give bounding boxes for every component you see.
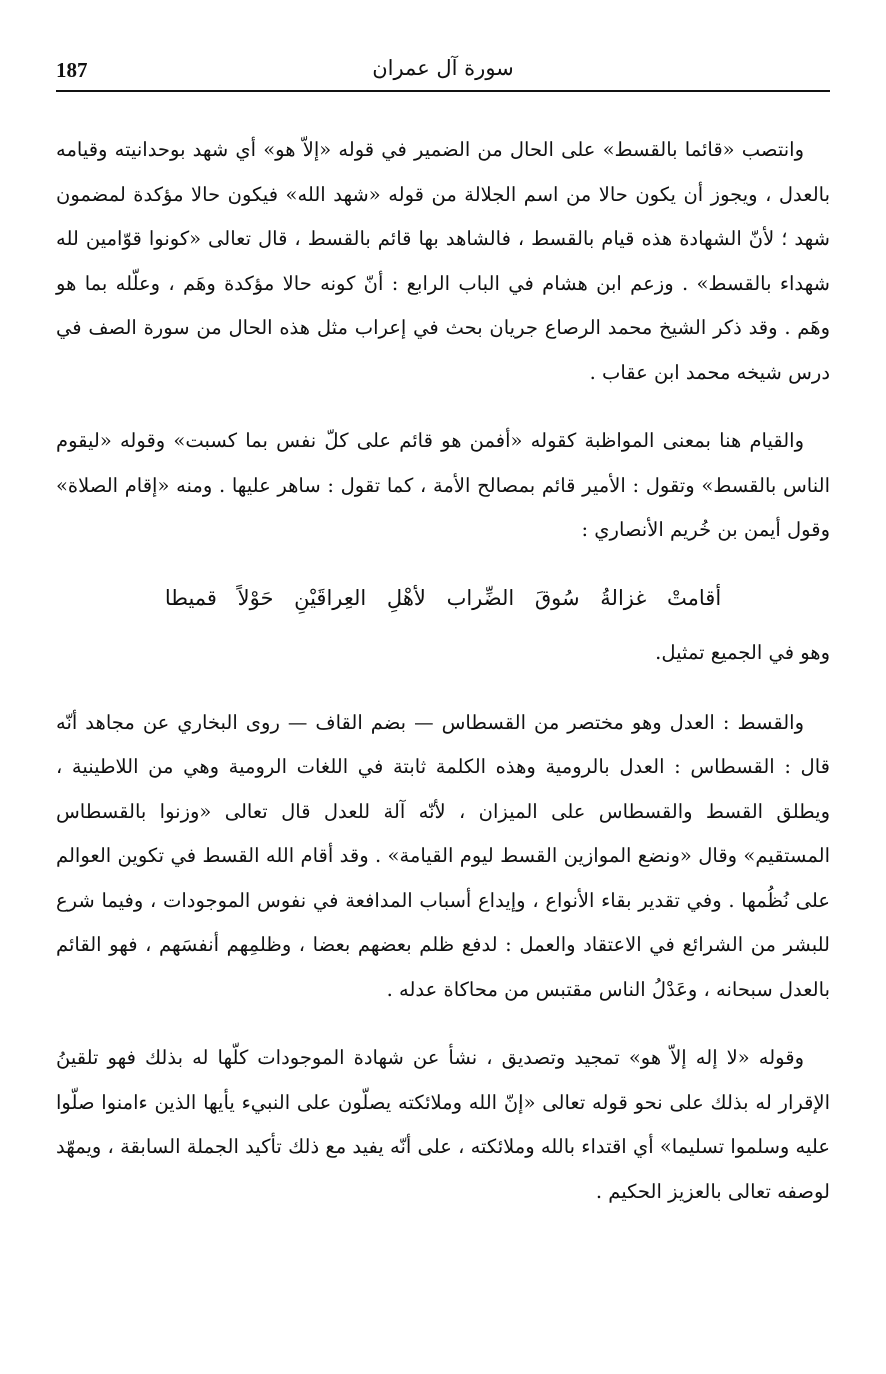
page-header xyxy=(56,52,830,92)
paragraph-qist-definition: والقسط : العدل وهو مختصر من القسطاس — بضم القاف — روى البخاري عن مجاهد أنّه قال : القسطاس : العدل بالرومية وهذه الكلمة ثابتة في اللغات الرومية وهي من اللاطينية ، ويطلق القسط والقسطاس على الميزان ، لأنّه آلة للعدل قال تعالى «وزنوا بالقسطاس المستقيم» وقال «ونضع الموازين القسط ليوم القيامة» . وقد أقام الله القسط في تكوين العوالم على نُظُمها . وفي تقدير بقاء الأنواع ، وإيداع أسباب المدافعة في نفوس الموجودات ، وفيما شرع للبشر من الشرائع في الاعتقاد والعمل : لدفع ظلم بعضهم بعضا ، وظلمِهم أنفسَهم ، فهو القائم بالعدل سبحانه ، وعَدْلُ الناس مقتبس من محاكاة عدله . xyxy=(56,710,830,1001)
running-title: سورة آل عمران xyxy=(372,56,514,80)
poetry-verse: أقامتْ غزالةُ سُوقَ الضِّراب لأهْلِ العِراقَيْنِ حَوْلاً قميطا xyxy=(164,585,722,610)
paragraph-qaiman-bilqist: وانتصب «قائما بالقسط» على الحال من الضمير في قوله «إلاّ هو» أي شهد بوحدانيته وقيامه بالعدل ، ويجوز أن يكون حالا من اسم الجلالة من قوله «شهد الله» فيكون حالا مؤكدة لمضمون شهد ؛ لأنّ الشهادة هذه قيام بالقسط ، فالشاهد بها قائم بالقسط ، قال تعالى «كونوا قوّامين لله شهداء بالقسط» . وزعم ابن هشام في الباب الرابع : أنّ كونه حالا مؤكدة وهَم ، وعلّله بما هو وهَم . وقد ذكر الشيخ محمد الرصاع جريان بحث في إعراب مثل هذه الحال من سورة الصف في درس شيخه محمد ابن عقاب . xyxy=(56,138,830,384)
page-number: 187 xyxy=(56,58,88,82)
page-body xyxy=(56,128,830,1238)
paragraph-la-ilaha-illa-huwa: وقوله «لا إله إلاّ هو» تمجيد وتصديق ، نشأ عن شهادة الموجودات كلّها له بذلك فهو تلقينُ الإقرار له بذلك على نحو قوله تعالى «إنّ الله وملائكته يصلّون على النبيء يأيها الذين ءامنوا صلّوا عليه وسلموا تسليما» أي اقتداء بالله وملائكته ، على أنّه يفيد مع ذلك تأكيد الجملة السابقة ، ويمهّد لوصفه تعالى بالعزيز الحكيم . xyxy=(56,1046,830,1203)
paragraph-qiyam-meaning: والقيام هنا بمعنى المواظبة كقوله «أفمن هو قائم على كلّ نفس بما كسبت» وقوله «ليقوم الناس بالقسط» وتقول : الأمير قائم بمصالح الأمة ، كما تقول : ساهر عليها . ومنه «إقام الصلاة» وقول أيمن بن خُريم الأنصاري : xyxy=(56,429,830,541)
verse-comment: وهو في الجميع تمثيل. xyxy=(655,640,830,664)
